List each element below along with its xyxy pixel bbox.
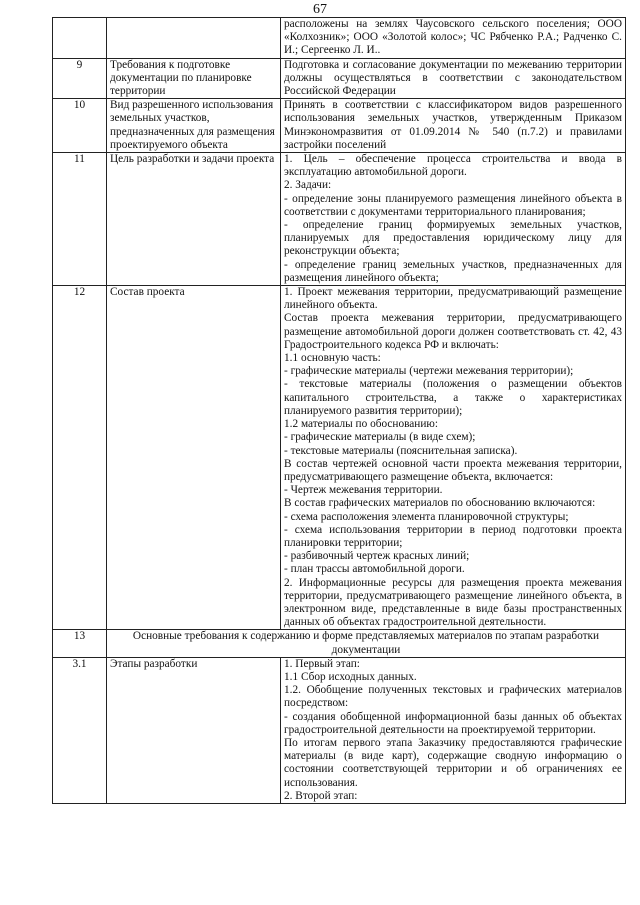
row-content [281,18,626,59]
content-line: - определение зоны планируемого размещения линейного объекта в соответствии с документами территориального планирования; [284,192,622,218]
content-line: 1. Проект межевания территории, предусматривающий размещение линейного объекта. [284,286,622,312]
content-line: Подготовка и согласование документации по межеванию территории должны осуществляться в соответствии с законодательством Российской Федерации [284,58,622,98]
row-name: Этапы разработки [107,657,281,803]
content-line: В состав чертежей основной части проекта межевания территории, предусматривающего размещение объекта, включается: [284,457,622,483]
table-row-9 [53,58,626,99]
row-name: Цель разработки и задачи проекта [107,153,281,286]
row-number: 9 [53,58,107,99]
content-line: 2. Информационные ресурсы для размещения проекта межевания территории, предусматривающего размещение линейного объекта, в электронном виде, представленные в виде базы пространственных данных об объектах градостроительной деятельности. [284,576,622,629]
row-content [281,657,626,803]
row-number: 12 [53,286,107,630]
content-line: - создания обобщенной информационной базы данных об объектах градостроительной деятельности на проектируемой территории. [284,710,622,736]
row-content [281,153,626,286]
content-line: 1.2. Обобщение полученных текстовых и графических материалов посредством: [284,684,622,710]
section-heading: Основные требования к содержанию и форме представляемых материалов по этапам разработки документации [107,630,626,657]
content-line: В состав графических материалов по обоснованию включаются: [284,497,596,510]
row-name [107,18,281,59]
content-line: 2. Задачи: [284,179,332,192]
content-line: - определение границ формируемых земельных участков, планируемых для предоставления юридическому лицу для реконструкции объекта; [284,219,622,258]
row-content [281,58,626,99]
row-number: 11 [53,153,107,286]
content-line: - определение границ земельных участков, предназначенных для размещения линейного объекта; [284,258,622,284]
content-line: 1. Цель – обеспечение процесса строительства и ввода в эксплуатацию автомобильной дороги. [284,153,622,179]
row-content [281,286,626,630]
table-row-11 [53,153,626,286]
content-line: 2. Второй этап: [284,789,358,802]
content-line: 1.1 основную часть: [284,352,381,365]
row-number: 10 [53,99,107,153]
table-row-3-1 [53,657,626,803]
row-content [281,99,626,153]
row-name: Состав проекта [107,286,281,630]
content-line: 1.1 Сбор исходных данных. [284,670,417,683]
content-line: - графические материалы (в виде схем); [284,431,476,444]
content-line: - текстовые материалы (положения о размещении объектов капитального строительства, а также о характеристиках планируемого развития территории); [284,378,622,417]
row-name: Требования к подготовке документации по планировке территории [107,58,281,99]
row-number: 3.1 [53,657,107,803]
content-line: - план трассы автомобильной дороги. [284,563,465,576]
content-line: - графические материалы (чертежи межевания территории); [284,365,574,378]
table-row-10 [53,99,626,153]
content-line: расположены на землях Чаусовского сельского поселения; ООО «Колхозник»; ООО «Золотой колос»; ЧС Рябченко Р.А.; Радченко С. И.; Сергеенко Л. И.. [284,18,622,57]
content-line: - схема использования территории в период подготовки проекта планировки территории; [284,523,622,549]
row-number: 13 [53,630,107,657]
content-line: - текстовые материалы (пояснительная записка). [284,444,518,457]
content-line: 1. Первый этап: [284,657,360,670]
row-number [53,18,107,59]
content-line: По итогам первого этапа Заказчику предоставляются графические материалы (в виде карт), содержащие сводную информацию о состоянии соответствующей территории и об ограничениях ее использования. [284,736,622,789]
table-row-12 [53,286,626,630]
content-line: - схема расположения элемента планировочной структуры; [284,510,569,523]
content-line: Принять в соответствии с классификатором видов разрешенного использования земельных участков, утвержденным Приказом Минэкономразвития от 01.09.2014 № 540 (п.7.2) и правилами застройки поселений [284,99,622,151]
content-line: - Чертеж межевания территории. [284,484,443,497]
content-line: Состав проекта межевания территории, предусматривающего размещение автомобильной дороги должен соответствовать ст. 42, 43 Градостроительного кодекса РФ и включать: [284,312,622,351]
requirements-table [52,17,626,804]
row-name: Вид разрешенного использования земельных участков, предназначенных для размещения проектируемого объекта [107,99,281,153]
page-number: 67 [313,2,327,17]
content-line: - разбивочный чертеж красных линий; [284,550,470,563]
table-row-13 [53,630,626,657]
content-line: 1.2 материалы по обоснованию: [284,418,438,431]
table-row-continuation [53,18,626,59]
